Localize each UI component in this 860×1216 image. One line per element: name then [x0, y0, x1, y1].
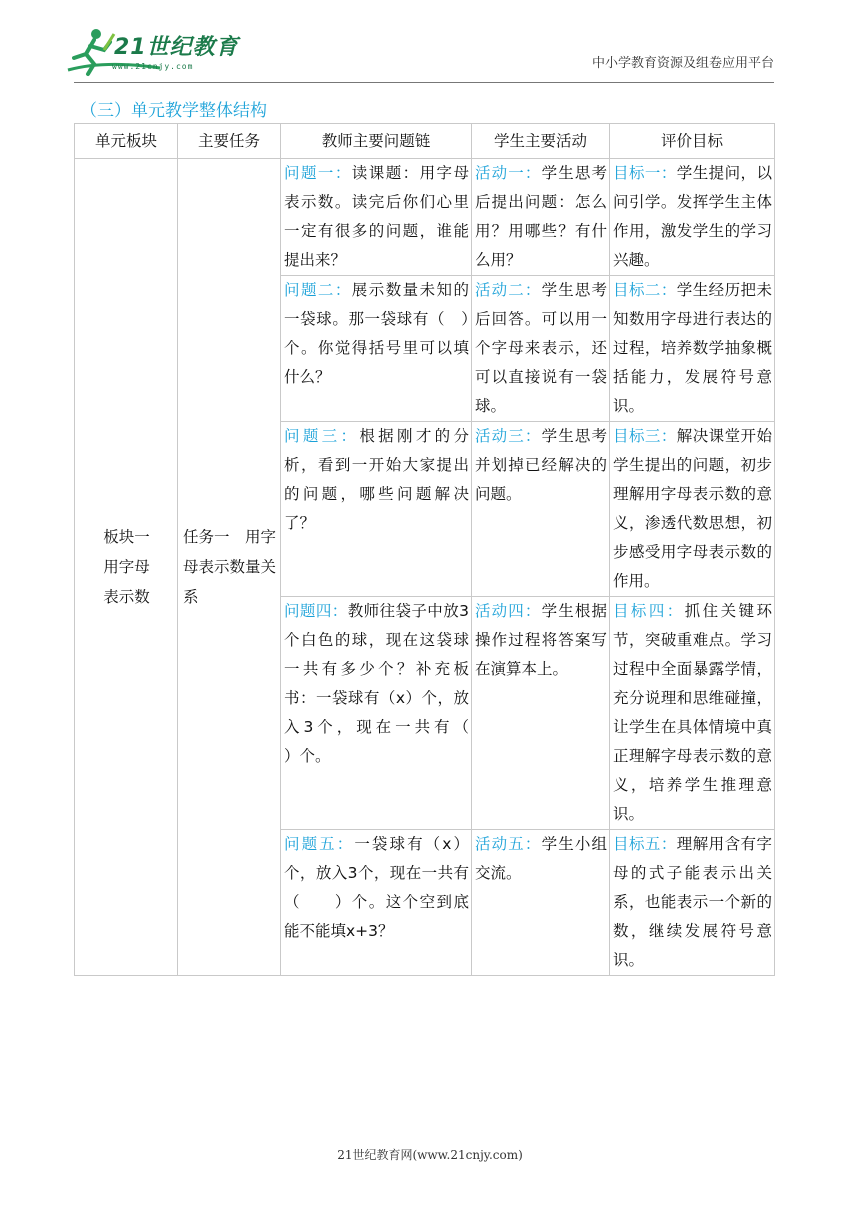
- platform-name: 中小学教育资源及组卷应用平台: [591, 56, 774, 71]
- question-cell: [281, 276, 472, 422]
- page-footer: 21世纪教育网(www.21cnjy.com): [337, 1148, 523, 1162]
- table-row: [75, 159, 775, 276]
- goal-cell: [610, 422, 775, 597]
- activity-text: 学生思考后提出问题：怎么用？用哪些？有什么用？: [475, 164, 607, 269]
- goal-text: 解决课堂开始学生提出的问题，初步理解用字母表示数的意义，渗透代数思想，初步感受用字母表示数的作用。: [613, 427, 772, 590]
- goal-label: 目标四：: [613, 602, 685, 620]
- question-label: 问题三：: [284, 427, 360, 445]
- column-header: 学生主要活动: [472, 124, 610, 159]
- column-header: 教师主要问题链: [281, 124, 472, 159]
- activity-cell: [472, 597, 610, 830]
- question-label: 问题五：: [284, 835, 355, 853]
- activity-label: 活动三：: [475, 427, 542, 445]
- logo-text: 21世纪教育: [114, 35, 239, 60]
- goal-label: 目标一：: [613, 164, 677, 182]
- column-header: 主要任务: [178, 124, 281, 159]
- logo-url: www.21cnjy.com: [112, 62, 194, 71]
- goal-text: 学生经历把未知数用字母进行表达的过程，培养数学抽象概括能力，发展符号意识。: [613, 281, 772, 415]
- question-text: 展示数量未知的一袋球。那一袋球有（ ）个。你觉得括号里可以填什么？: [284, 281, 469, 386]
- page-header: [0, 0, 860, 92]
- column-header: 单元板块: [75, 124, 178, 159]
- question-cell: [281, 422, 472, 597]
- question-text: 教师往袋子中放3个白色的球，现在这袋球一共有多少个？补充板书：一袋球有（x）个，放入3个，现在一共有（ ）个。: [284, 602, 501, 765]
- unit-block-cell: [75, 159, 178, 976]
- goal-label: 目标二：: [613, 281, 677, 299]
- goal-label: 目标三：: [613, 427, 677, 445]
- activity-cell: [472, 422, 610, 597]
- goal-cell: [610, 159, 775, 276]
- goal-text: 学生提问，以问引学。发挥学生主体作用，激发学生的学习兴趣。: [613, 164, 772, 269]
- main-task-cell: [178, 159, 281, 976]
- question-text: 读课题：用字母表示数。读完后你们心里一定有很多的问题，谁能提出来？: [284, 164, 469, 269]
- activity-text: 学生思考后回答。可以用一个字母来表示，还可以直接说有一袋球。: [475, 281, 607, 415]
- activity-text: 学生根据操作过程将答案写在演算本上。: [475, 602, 607, 678]
- goal-cell: [610, 597, 775, 830]
- activity-text: 学生思考并划掉已经解决的问题。: [475, 427, 607, 503]
- activity-label: 活动五：: [475, 835, 542, 853]
- goal-label: 目标五：: [613, 835, 677, 853]
- question-label: 问题四：: [284, 602, 348, 620]
- question-cell: [281, 830, 472, 976]
- activity-label: 活动四：: [475, 602, 542, 620]
- activity-label: 活动二：: [475, 281, 542, 299]
- unit-block-label: 板块一 用字母 表示数: [103, 528, 150, 606]
- question-text: 一袋球有（x）个，放入3个，现在一共有（ ）个。这个空到底能不能填x+3？: [284, 835, 469, 940]
- activity-cell: [472, 159, 610, 276]
- section-title: （三）单元教学整体结构: [80, 101, 267, 121]
- goal-text: 抓住关键环节，突破重难点。学习过程中全面暴露学情，充分说理和思维碰撞，让学生在具体情境中真正理解字母表示数的意义，培养学生推理意识。: [613, 602, 772, 823]
- table-header-row: [75, 124, 775, 159]
- main-task-label: 任务一 用字母表示数量关系: [183, 528, 277, 606]
- question-label: 问题一：: [284, 164, 352, 182]
- goal-text: 理解用含有字母的式子能表示出关系，也能表示一个新的数，继续发展符号意识。: [613, 835, 772, 969]
- goal-cell: [610, 830, 775, 976]
- goal-cell: [610, 276, 775, 422]
- question-text: 根据刚才的分析，看到一开始大家提出的问题，哪些问题解决了？: [284, 427, 469, 532]
- activity-label: 活动一：: [475, 164, 542, 182]
- structure-table: [74, 123, 775, 976]
- question-label: 问题二：: [284, 281, 352, 299]
- question-cell: [281, 159, 472, 276]
- question-cell: [281, 597, 501, 830]
- activity-cell: [472, 830, 610, 976]
- activity-cell: [472, 276, 610, 422]
- activity-text: 学生小组交流。: [475, 835, 607, 882]
- column-header: 评价目标: [610, 124, 775, 159]
- header-divider: [74, 82, 774, 83]
